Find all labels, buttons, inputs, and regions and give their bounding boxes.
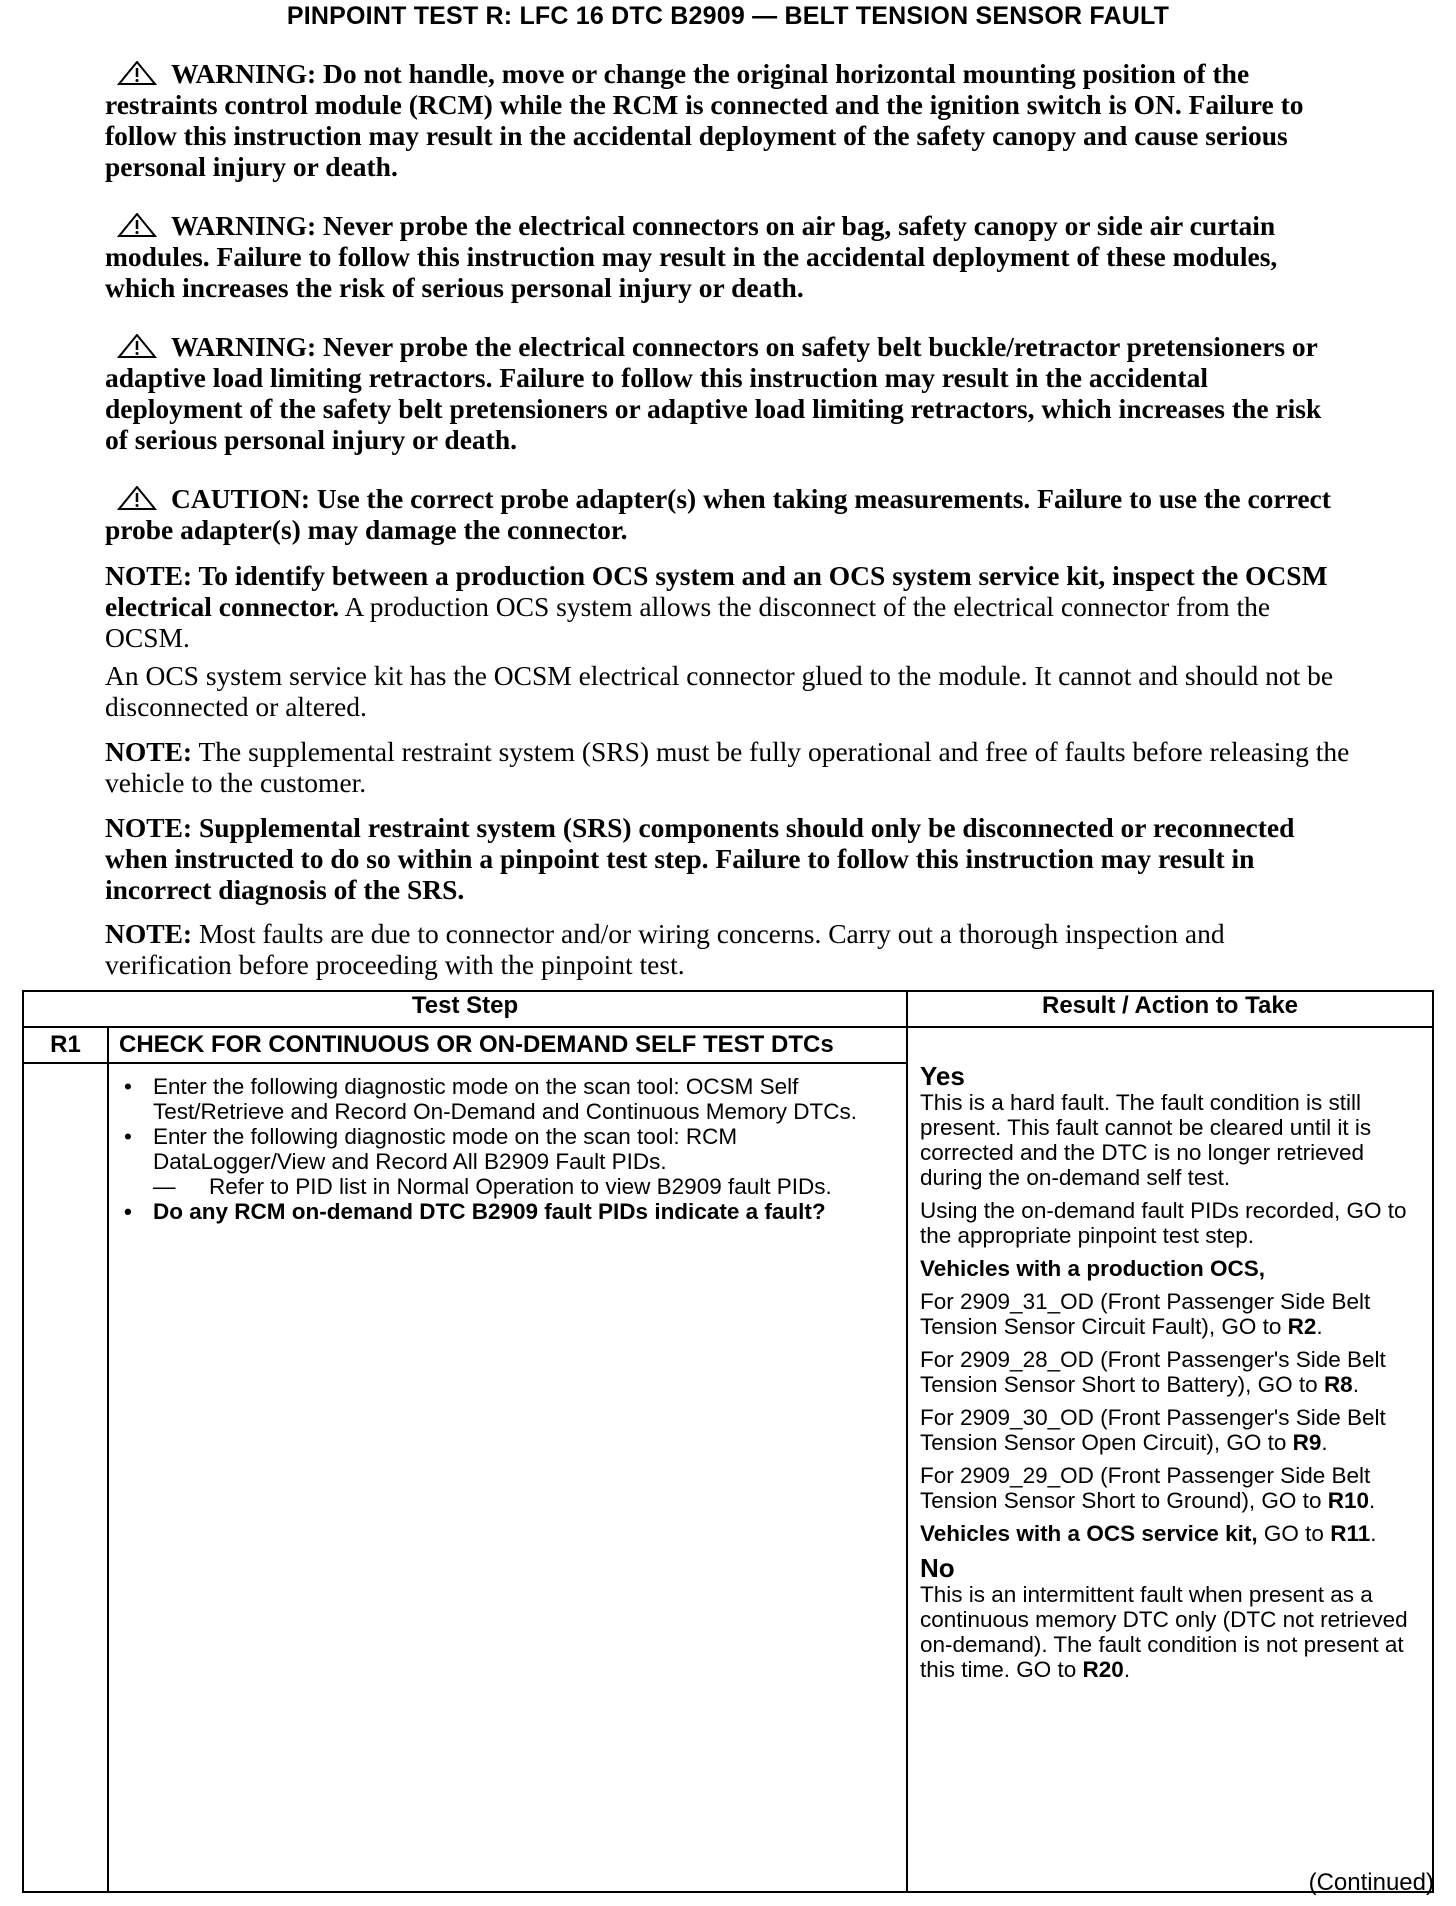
page-title: PINPOINT TEST R: LFC 16 DTC B2909 — BELT TENSION SENSOR FAULT	[286, 2, 1170, 30]
step-link-r11[interactable]: R11	[1330, 1521, 1371, 1546]
fault-28-entry: For 2909_28_OD (Front Passenger's Side Belt Tension Sensor Short to Battery), GO to R8.	[920, 1347, 1386, 1397]
note-text: The supplemental restraint system (SRS) must be fully operational and free of faults before releasing the vehicle to the customer.	[105, 736, 1350, 798]
step-instructions	[108, 1063, 907, 1892]
warning-label: WARNING:	[171, 331, 317, 362]
warning-block	[105, 331, 1350, 455]
warning-triangle-icon	[117, 213, 157, 237]
instruction-list	[109, 1074, 898, 1224]
note-block	[105, 736, 1350, 798]
list-item-question: • Do any RCM on-demand DTC B2909 fault PIDs indicate a fault?	[109, 1199, 898, 1224]
caution-text: Use the correct probe adapter(s) when taking measurements. Failure to use the correct probe adapter(s) may damage the connector.	[105, 483, 1331, 545]
fault-28-text: For 2909_28_OD (Front Passenger's Side Belt Tension Sensor Short to Battery), GO to	[920, 1347, 1386, 1397]
note-block	[105, 918, 1350, 980]
table-row	[23, 1027, 1433, 1063]
fault-30-text: For 2909_30_OD (Front Passenger's Side Belt Tension Sensor Open Circuit), GO to	[920, 1405, 1386, 1455]
result-cell	[907, 1027, 1433, 1892]
warning-triangle-icon	[117, 334, 157, 358]
table-header-row	[23, 991, 1433, 1027]
warning-block	[105, 58, 1350, 182]
instruction-text: Enter the following diagnostic mode on the scan tool: RCM DataLogger/View and Record All B2909 Fault PIDs.	[153, 1124, 738, 1174]
list-item: • Enter the following diagnostic mode on the scan tool: OCSM Self Test/Retrieve and Record On-Demand and Continuous Memory DTCs.	[109, 1074, 898, 1124]
step-id: R1	[23, 1027, 108, 1063]
service-kit-text: GO to	[1257, 1521, 1331, 1546]
warning-triangle-icon	[117, 486, 157, 510]
fault-30-entry: For 2909_30_OD (Front Passenger's Side Belt Tension Sensor Open Circuit), GO to R9.	[920, 1405, 1386, 1455]
no-text: This is an intermittent fault when present as a continuous memory DTC only (DTC not retrieved on-demand). The fault condition is not present at this time. GO to	[920, 1582, 1408, 1682]
note-block	[105, 812, 1350, 905]
test-step-table	[22, 990, 1434, 1893]
step-link-r20[interactable]: R20	[1082, 1657, 1124, 1682]
fault-29-text: For 2909_29_OD (Front Passenger Side Belt Tension Sensor Short to Ground), GO to	[920, 1463, 1371, 1513]
fault-31-text: For 2909_31_OD (Front Passenger Side Belt Tension Sensor Circuit Fault), GO to	[920, 1289, 1371, 1339]
caution-block	[105, 483, 1350, 545]
column-header-test-step: Test Step	[23, 991, 907, 1027]
warning-block	[105, 210, 1350, 303]
step-id-spacer	[23, 1063, 108, 1892]
fault-29-entry: For 2909_29_OD (Front Passenger Side Belt Tension Sensor Short to Ground), GO to R10.	[920, 1463, 1376, 1513]
note-text: An OCS system service kit has the OCSM electrical connector glued to the module. It cannot and should not be disconnected or altered.	[105, 660, 1334, 722]
note-bold-text: NOTE: To identify between a production OCS system and an OCS system service kit, inspect the OCSM electrical connector.	[105, 560, 1328, 622]
step-link-r9[interactable]: R9	[1292, 1430, 1322, 1455]
yes-text: This is a hard fault. The fault condition is still present. This fault cannot be cleared until it is corrected and the DTC is no longer retrieved during the on-demand self test.	[920, 1090, 1372, 1190]
no-entry: This is an intermittent fault when present as a continuous memory DTC only (DTC not retrieved on-demand). The fault condition is not present at this time. GO to R20.	[920, 1582, 1408, 1682]
column-header-result: Result / Action to Take	[907, 991, 1433, 1027]
note-label: NOTE:	[105, 918, 193, 949]
service-kit-entry: Vehicles with a OCS service kit, GO to R11.	[920, 1521, 1377, 1546]
list-item	[109, 1124, 898, 1199]
step-link-r8[interactable]: R8	[1323, 1372, 1353, 1397]
step-link-r10[interactable]: R10	[1327, 1488, 1369, 1513]
note-block	[105, 560, 1350, 653]
note-bold-text: NOTE: Supplemental restraint system (SRS) components should only be disconnected or reconnected when instructed to do so within a pinpoint test step. Failure to follow this instruction may result in incorrect diagnosis of the SRS.	[105, 812, 1295, 905]
service-kit-label: Vehicles with a OCS service kit,	[920, 1521, 1258, 1546]
note-label: NOTE:	[105, 736, 193, 767]
step-title: CHECK FOR CONTINUOUS OR ON-DEMAND SELF TEST DTCs	[108, 1027, 907, 1063]
warning-text: Never probe the electrical connectors on air bag, safety canopy or side air curtain modules. Failure to follow this instruction may result in the accidental deployment of these modules, which increases the risk of serious personal injury or death.	[105, 210, 1278, 303]
no-label: No	[920, 1553, 955, 1583]
note-text: A production OCS system allows the disconnect of the electrical connector from the OCSM.	[105, 591, 1271, 653]
sub-list-item: — Refer to PID list in Normal Operation to view B2909 fault PIDs.	[153, 1174, 898, 1199]
step-link-r2[interactable]: R2	[1287, 1314, 1317, 1339]
yes-label: Yes	[920, 1061, 965, 1091]
note-text: Most faults are due to connector and/or wiring concerns. Carry out a thorough inspection and verification before proceeding with the pinpoint test.	[105, 918, 1225, 980]
warning-text: Never probe the electrical connectors on safety belt buckle/retractor pretensioners or adaptive load limiting retractors. Failure to follow this instruction may result in the accidental deployment of the safety belt pretensioners or adaptive load limiting retractors, which increases the risk of serious personal injury or death.	[105, 331, 1322, 455]
yes-using-text: Using the on-demand fault PIDs recorded, GO to the appropriate pinpoint test step.	[920, 1198, 1407, 1248]
caution-label: CAUTION:	[171, 483, 311, 514]
warning-text: Do not handle, move or change the original horizontal mounting position of the restraints control module (RCM) while the RCM is connected and the ignition switch is ON. Failure to follow this instruction may result in the accidental deployment of the safety canopy and cause serious personal injury or death.	[105, 58, 1304, 182]
warning-label: WARNING:	[171, 210, 317, 241]
note-paragraph	[105, 660, 1350, 722]
fault-31-entry: For 2909_31_OD (Front Passenger Side Belt Tension Sensor Circuit Fault), GO to R2.	[920, 1289, 1371, 1339]
continued-label: (Continued)	[1308, 1869, 1434, 1896]
warning-triangle-icon	[117, 61, 157, 85]
warning-label: WARNING:	[171, 58, 317, 89]
production-ocs-label: Vehicles with a production OCS,	[920, 1256, 1266, 1281]
